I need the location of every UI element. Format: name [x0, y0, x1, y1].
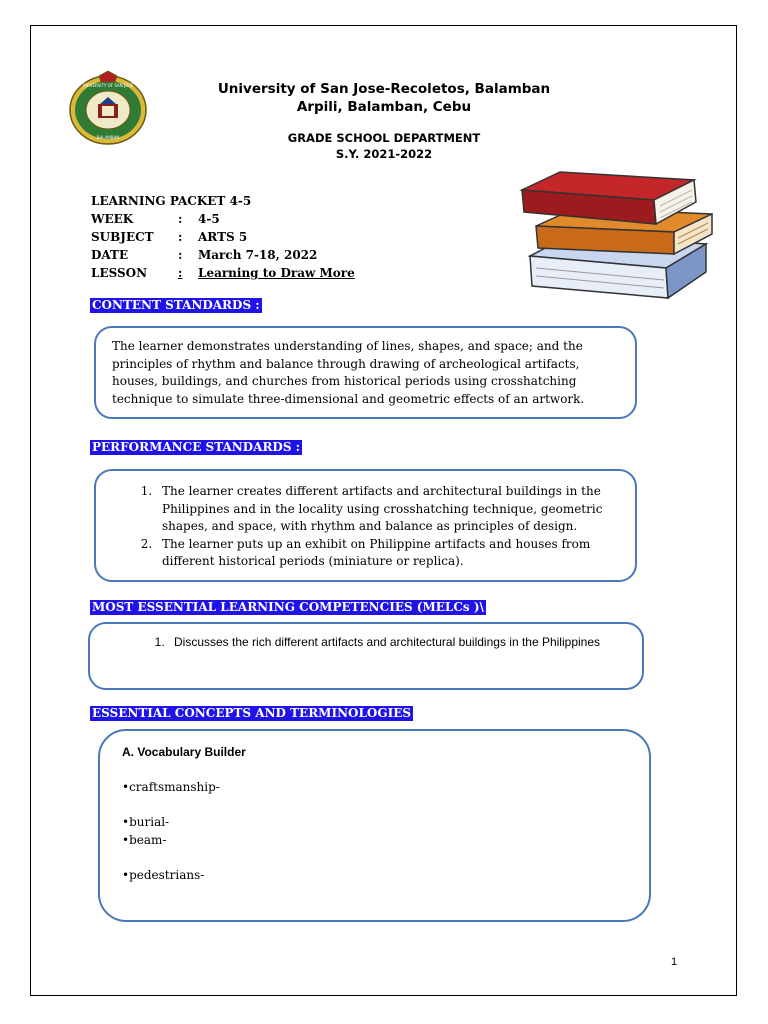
info-sep: :	[178, 212, 183, 226]
performance-standards-list	[96, 483, 621, 571]
vocab-item-beam: •beam-	[122, 833, 167, 847]
info-value: Learning to Draw More	[198, 266, 355, 280]
page-number: 1	[671, 956, 678, 968]
melcs-box	[88, 622, 644, 690]
concepts-heading: ESSENTIAL CONCEPTS AND TERMINOLOGIES	[92, 706, 412, 720]
svg-text:UNIVERSITY OF SAN JOSE: UNIVERSITY OF SAN JOSE	[82, 83, 134, 88]
list-item: 1. The learner creates different artifacts and architectural buildings in the Philippines and in the locality using crosshatching technique, geometric shapes, and space, with rhythm and balance as principles of design.	[156, 483, 621, 536]
vocabulary-box	[98, 729, 651, 922]
info-value: March 7-18, 2022	[198, 248, 318, 262]
school-header	[150, 80, 618, 116]
performance-standards-heading: PERFORMANCE STANDARDS :	[92, 440, 301, 454]
school-year: S.Y. 2021-2022	[335, 147, 433, 161]
department-header	[150, 130, 618, 162]
packet-info	[91, 192, 355, 282]
packet-title: LEARNING PACKET 4-5	[91, 194, 252, 208]
school-address: Arpili, Balamban, Cebu	[296, 99, 472, 115]
info-value: 4-5	[198, 212, 220, 226]
info-row-lesson	[91, 264, 355, 282]
melcs-list	[90, 633, 628, 652]
vocab-item-pedestrians: •pedestrians-	[122, 868, 205, 882]
vocabulary-title: A. Vocabulary Builder	[122, 745, 246, 759]
info-label: WEEK	[91, 212, 134, 226]
info-sep: :	[178, 230, 183, 244]
university-seal	[66, 70, 150, 146]
info-sep: :	[178, 248, 183, 262]
list-item: 1. Discusses the rich different artifacts and architectural buildings in the Philippines	[168, 633, 628, 652]
department-name: GRADE SCHOOL DEPARTMENT	[287, 131, 481, 145]
packet-title-row	[91, 192, 355, 210]
info-row-subject	[91, 228, 355, 246]
content-standards-text: The learner demonstrates understanding of lines, shapes, and space; and the principles of rhythm and balance through drawing of archeological artifacts, houses, buildings, and churches from historical periods using crosshatching technique to simulate three-dimensional and geometric effects of an artwork.	[112, 339, 585, 406]
info-sep: :	[178, 266, 183, 280]
performance-standards-box	[94, 469, 637, 582]
info-value: ARTS 5	[198, 230, 248, 244]
vocab-item-burial: •burial-	[122, 815, 170, 829]
info-label: LESSON	[91, 266, 148, 280]
info-label: SUBJECT	[91, 230, 154, 244]
info-label: DATE	[91, 248, 129, 262]
books-illustration	[516, 168, 720, 316]
content-standards-box	[94, 326, 637, 419]
svg-text:BALAMBAN: BALAMBAN	[96, 135, 120, 140]
vocab-item-craftsmanship: •craftsmanship-	[122, 780, 220, 794]
info-row-date	[91, 246, 355, 264]
content-standards-heading: CONTENT STANDARDS :	[92, 298, 260, 312]
list-item: 2. The learner puts up an exhibit on Philippine artifacts and houses from different historical periods (miniature or replica).	[156, 536, 621, 571]
school-name: University of San Jose-Recoletos, Balamban	[217, 81, 551, 97]
melcs-heading: MOST ESSENTIAL LEARNING COMPETENCIES (MELCs )\	[92, 600, 484, 614]
info-row-week	[91, 210, 355, 228]
